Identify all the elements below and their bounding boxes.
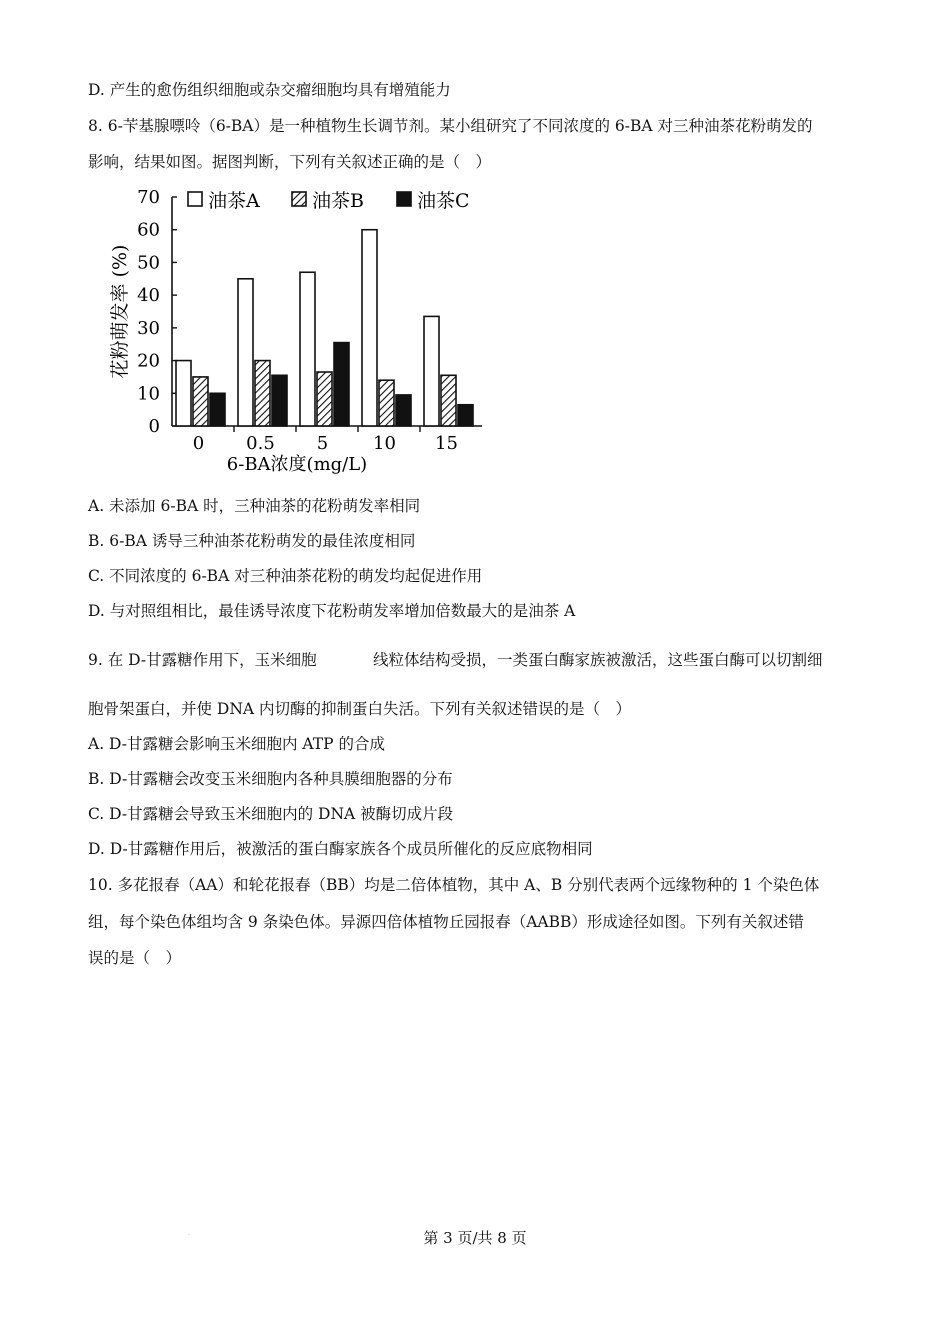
y-tick-label: 60: [137, 219, 160, 241]
q9-stem-line1b: 线粒体结构受损，一类蛋白酶家族被激活，这些蛋白酶可以切割细: [373, 651, 823, 669]
bar: [362, 230, 377, 426]
y-tick-label: 20: [137, 350, 160, 372]
q9-stem-line2: 胞骨架蛋白，并使 DNA 内切酶的抑制蛋白失活。下列有关叙述错误的是（ ）: [88, 700, 632, 718]
bar: [317, 372, 332, 426]
bar: [193, 377, 208, 426]
bar: [300, 272, 315, 426]
pollen-germination-chart: [100, 180, 500, 480]
page-footer: 第 3 页/共 8 页: [423, 1229, 527, 1247]
legend-swatch: [188, 192, 202, 206]
chart-legend: [188, 190, 470, 212]
q8-option-b: B. 6-BA 诱导三种油茶花粉萌发的最佳浓度相同: [88, 532, 416, 550]
y-tick-label: 70: [137, 187, 160, 208]
bar: [238, 279, 253, 426]
legend-label: 油茶A: [208, 190, 260, 212]
chart-bars: [176, 230, 473, 426]
q9-option-b: B. D-甘露糖会改变玉米细胞内各种具膜细胞器的分布: [88, 770, 453, 788]
x-tick-label: 0: [192, 433, 205, 454]
x-tick-label: 5: [316, 433, 329, 454]
q9-option-c: C. D-甘露糖会导致玉米细胞内的 DNA 被酶切成片段: [88, 805, 454, 823]
bar: [379, 380, 394, 426]
q9-stem-line1a: 9. 在 D-甘露糖作用下，玉米细胞: [88, 651, 317, 669]
q9-option-a: A. D-甘露糖会影响玉米细胞内 ATP 的合成: [88, 735, 385, 753]
q10-stem-line3: 误的是（ ）: [88, 949, 182, 967]
legend-label: 油茶B: [312, 190, 364, 212]
bar: [210, 393, 225, 426]
q8-stem-line1: 8. 6-苄基腺嘌呤（6-BA）是一种植物生长调节剂。某小组研究了不同浓度的 6-BA 对三种油茶花粉萌发的: [88, 117, 813, 135]
y-axis-label: 花粉萌发率 (%): [109, 244, 131, 379]
y-tick-label: 40: [137, 285, 160, 307]
q10-stem-line2: 组，每个染色体组均含 9 条染色体。异源四倍体植物丘园报春（AABB）形成途径如图。下列有关叙述错: [88, 913, 804, 931]
bar: [424, 316, 439, 426]
y-tick-label: 0: [148, 416, 160, 437]
bar: [255, 361, 270, 426]
q8-option-c: C. 不同浓度的 6-BA 对三种油茶花粉的萌发均起促进作用: [88, 567, 483, 585]
page-mark: .: [188, 1230, 190, 1237]
q7-option-d: D. 产生的愈伤组织细胞或杂交瘤细胞均具有增殖能力: [88, 81, 451, 99]
x-tick-label: 10: [373, 433, 396, 454]
q8-stem-line2: 影响，结果如图。据图判断，下列有关叙述正确的是（ ）: [88, 153, 492, 171]
q10-stem-line1: 10. 多花报春（AA）和轮花报春（BB）均是二倍体植物，其中 A、B 分别代表两个远缘物种的 1 个染色体: [88, 876, 820, 894]
q8-option-d: D. 与对照组相比，最佳诱导浓度下花粉萌发率增加倍数最大的是油茶 A: [88, 602, 576, 620]
q8-option-a: A. 未添加 6-BA 时，三种油茶的花粉萌发率相同: [88, 497, 421, 515]
bar: [441, 375, 456, 426]
x-tick-label: 0.5: [246, 433, 275, 454]
y-tick-label: 50: [137, 252, 160, 274]
bar: [176, 361, 191, 426]
x-axis-label: 6-BA浓度(mg/L): [226, 454, 368, 475]
q9-option-d: D. D-甘露糖作用后，被激活的蛋白酶家族各个成员所催化的反应底物相同: [88, 840, 593, 858]
legend-swatch: [292, 192, 306, 206]
bar: [272, 375, 287, 426]
x-tick-label: 15: [435, 433, 458, 454]
y-tick-label: 30: [137, 317, 160, 339]
y-tick-label: 10: [137, 383, 160, 405]
bar: [334, 343, 349, 426]
legend-swatch: [397, 192, 411, 206]
legend-label: 油茶C: [417, 190, 470, 212]
bar: [458, 405, 473, 426]
bar: [396, 395, 411, 426]
